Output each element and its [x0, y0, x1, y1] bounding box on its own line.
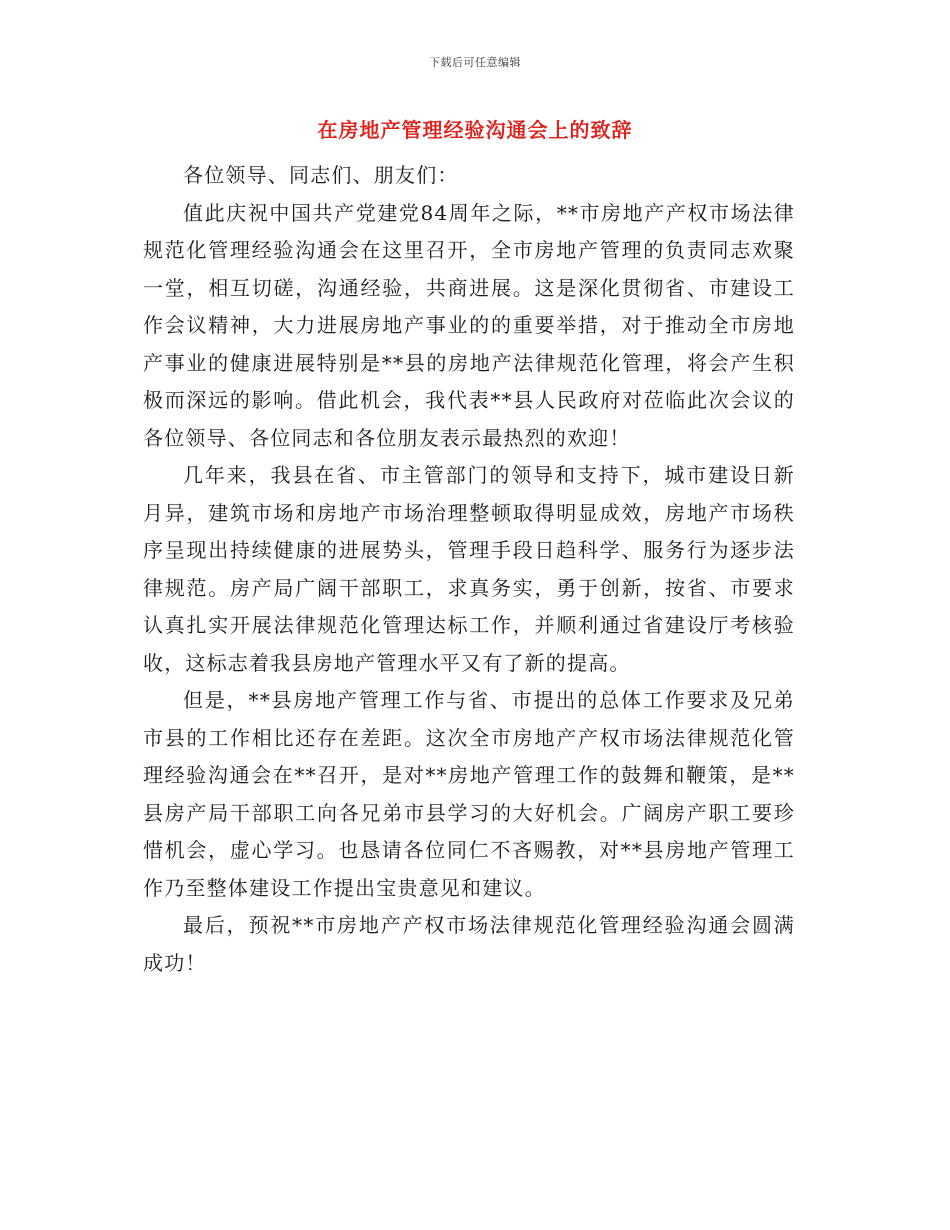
header-note: 下载后可任意编辑 — [429, 56, 521, 69]
salutation-paragraph: 各位领导、同志们、朋友们： — [183, 163, 459, 187]
body-paragraph: 值此庆祝中国共产党建党84周年之际，**市房地产产权市场法律规范化管理经验沟通会在这里召开，全市房地产管理的负责同志欢聚一堂，相互切磋，沟通经验，共商进展。这是深化贯彻省、市建设工作会议精神，大力进展房地产事业的的重要举措，对于推动全市房地产事业的健康进展特别是**县的房地产法律规范化管理，将会产生积极而深远的影响。借此机会，我代表**县人民政府对莅临此次会议的各位领导、各位同志和各位朋友表示最热烈的欢迎！ — [143, 200, 795, 450]
document-body — [143, 157, 795, 982]
document-title: 在房地产管理经验沟通会上的致辞 — [317, 118, 633, 142]
closing-paragraph: 最后，预祝**市房地产产权市场法律规范化管理经验沟通会圆满成功！ — [143, 913, 795, 975]
body-paragraph: 几年来，我县在省、市主管部门的领导和支持下，城市建设日新月异，建筑市场和房地产市场治理整顿取得明显成效，房地产市场秩序呈现出持续健康的进展势头，管理手段日趋科学、服务行为逐步法律规范。房产局广阔干部职工，求真务实，勇于创新，按省、市要求认真扎实开展法律规范化管理达标工作，并顺利通过省建设厅考核验收，这标志着我县房地产管理水平又有了新的提高。 — [143, 463, 795, 675]
body-paragraph: 但是，**县房地产管理工作与省、市提出的总体工作要求及兄弟市县的工作相比还存在差距。这次全市房地产产权市场法律规范化管理经验沟通会在**召开，是对**房地产管理工作的鼓舞和鞭策，是**县房产局干部职工向各兄弟市县学习的大好机会。广阔房产职工要珍惜机会，虚心学习。也恳请各位同仁不吝赐教，对**县房地产管理工作乃至整体建设工作提出宝贵意见和建议。 — [143, 688, 795, 900]
